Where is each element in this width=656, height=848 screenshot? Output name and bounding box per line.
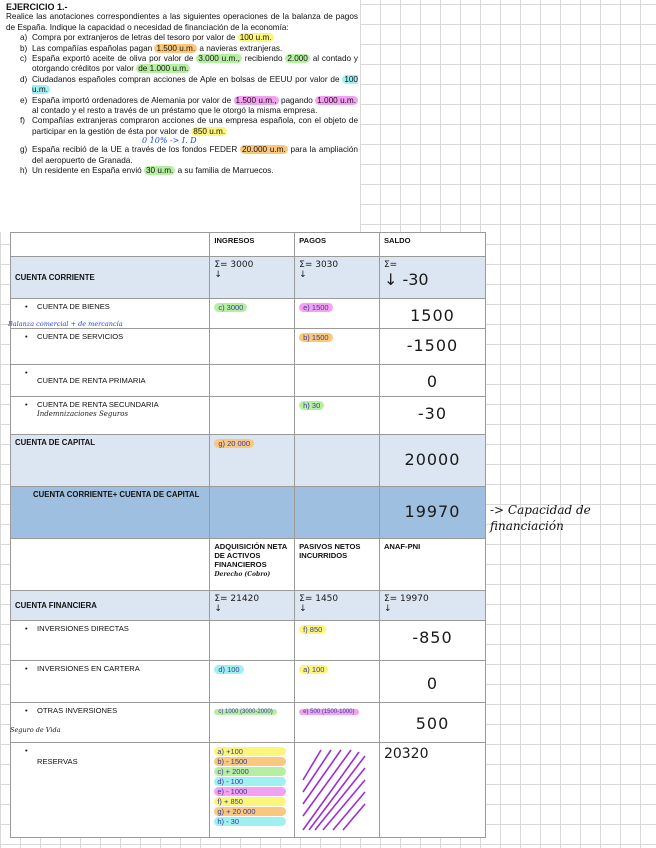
item-text: España importó ordenadores de Alemania por valor de bbox=[32, 95, 234, 105]
item-text: para la ampliación del aeropuerto de Granada. bbox=[32, 145, 358, 165]
ccc-pagos bbox=[295, 487, 380, 539]
otras-pagos: e) 500 (1500-1000) bbox=[295, 703, 380, 743]
highlighted-amount: 100 u.m. bbox=[32, 74, 358, 95]
row-cuenta-bienes: • CUENTA DE BIENES bbox=[11, 299, 210, 329]
exercise-intro: Realice las anotaciones correspondientes a las siguientes operaciones de la balanza de pagos de España. Indique la capacidad o necesidad de financiación de la economía: bbox=[6, 12, 358, 32]
header-anaf-pni: ANAF-PNI bbox=[379, 539, 485, 591]
header-adquisicion: ADQUISICIÓN NETA DE ACTIVOS FINANCIEROS Derecho (Cobro) bbox=[210, 539, 295, 591]
servicios-ingresos bbox=[210, 329, 295, 365]
bienes-pagos: e) 1500 bbox=[295, 299, 380, 329]
cc-saldo: Σ= ↓ -30 bbox=[379, 257, 485, 299]
header-pasivos: PASIVOS NETOS INCURRIDOS bbox=[295, 539, 380, 591]
item-label: a) bbox=[20, 33, 28, 43]
capital-pagos bbox=[295, 435, 380, 487]
row-inversiones-directas: • INVERSIONES DIRECTAS bbox=[11, 621, 210, 661]
reservas-pagos bbox=[295, 743, 380, 838]
otras-saldo: 500 bbox=[379, 703, 485, 743]
exercise-item bbox=[20, 75, 358, 96]
cc-pagos: Σ= 3030 ↓ bbox=[295, 257, 380, 299]
header-empty bbox=[11, 233, 210, 257]
row-renta-primaria: • CUENTA DE RENTA PRIMARIA bbox=[11, 365, 210, 397]
bienes-saldo: 1500 bbox=[379, 299, 485, 329]
renta1-pagos bbox=[295, 365, 380, 397]
item-label: c) bbox=[20, 54, 27, 64]
directas-pagos: f) 850 bbox=[295, 621, 380, 661]
highlighted-amount: 1.500 u.m., bbox=[235, 95, 277, 105]
reservas-entries bbox=[210, 743, 295, 838]
reservas-saldo: 20320 bbox=[379, 743, 485, 838]
cartera-saldo: 0 bbox=[379, 661, 485, 703]
reserva-entry: g) + 20 000 bbox=[214, 807, 286, 816]
item-label: b) bbox=[20, 43, 28, 53]
item-text: al contado y otorgando créditos por valor bbox=[32, 54, 358, 74]
row-reservas: • RESERVAS bbox=[11, 743, 210, 838]
reserva-entry: d) - 100 bbox=[214, 777, 286, 786]
item-text: al contado y el resto a través de un préstamo que le otorgó la misma empresa. bbox=[32, 106, 318, 116]
item-text: recibiendo bbox=[241, 54, 286, 64]
header-ingresos: INGRESOS bbox=[210, 233, 295, 257]
exercise-item bbox=[20, 96, 358, 117]
item-text: a navieras extranjeras. bbox=[197, 43, 283, 53]
ccc-ingresos bbox=[210, 487, 295, 539]
cf-saldo: Σ= 19970 ↓ bbox=[379, 591, 485, 621]
exercise-item bbox=[20, 116, 358, 145]
renta1-saldo: 0 bbox=[379, 365, 485, 397]
header2-empty bbox=[11, 539, 210, 591]
cartera-ingresos: d) 100 bbox=[210, 661, 295, 703]
exercise-text bbox=[6, 2, 358, 177]
item-label: e) bbox=[20, 95, 28, 105]
otras-margin-note: Seguro de Vida bbox=[10, 726, 61, 734]
item-label: d) bbox=[20, 74, 28, 84]
servicios-saldo: -1500 bbox=[379, 329, 485, 365]
highlighted-amount: 850 u.m. bbox=[193, 126, 226, 136]
exercise-item bbox=[20, 54, 358, 75]
directas-ingresos bbox=[210, 621, 295, 661]
highlighted-amount: 100 u.m. bbox=[239, 33, 272, 43]
exercise-item bbox=[20, 145, 358, 166]
row-otras-inversiones: • OTRAS INVERSIONES bbox=[11, 703, 210, 743]
bienes-margin-note: Balanza comercial + de mercancía bbox=[8, 320, 123, 328]
header-saldo: SALDO bbox=[379, 233, 485, 257]
servicios-pagos: b) 1500 bbox=[295, 329, 380, 365]
row-renta-secundaria: • CUENTA DE RENTA SECUNDARIA Indemnizaciones Seguros bbox=[11, 397, 210, 435]
row-inversiones-cartera: • INVERSIONES EN CARTERA bbox=[11, 661, 210, 703]
handwritten-annotation: 0 10% -> I. D bbox=[142, 136, 197, 146]
header-pagos: PAGOS bbox=[295, 233, 380, 257]
exercise-item bbox=[20, 166, 358, 176]
exercise-items bbox=[6, 33, 358, 176]
renta2-ingresos bbox=[210, 397, 295, 435]
reserva-entry: e) - 1000 bbox=[214, 787, 286, 796]
highlighted-amount: 2.000 bbox=[287, 54, 308, 64]
renta1-ingresos bbox=[210, 365, 295, 397]
item-label: g) bbox=[20, 145, 28, 155]
crossed-out-scribble bbox=[299, 746, 369, 832]
capital-saldo: 20000 bbox=[379, 435, 485, 487]
item-text: Compañías extranjeras compraron acciones de una empresa española, con el objeto de participar en la gestión de ésta por valor de bbox=[32, 116, 358, 136]
cf-ingresos: Σ= 21420 ↓ bbox=[210, 591, 295, 621]
row-cuenta-financiera: CUENTA FINANCIERA bbox=[11, 591, 210, 621]
bienes-ingresos: c) 3000 bbox=[210, 299, 295, 329]
capital-ingresos: g) 20 000 bbox=[210, 435, 295, 487]
row-cuenta-servicios: • CUENTA DE SERVICIOS bbox=[11, 329, 210, 365]
ccc-saldo: 19970 bbox=[379, 487, 485, 539]
row-cuenta-capital: CUENTA DE CAPITAL bbox=[11, 435, 210, 487]
exercise-item bbox=[20, 44, 358, 54]
exercise-title: EJERCICIO 1.- bbox=[6, 2, 68, 12]
highlighted-amount: 20.000 u.m. bbox=[242, 145, 286, 155]
item-label: f) bbox=[20, 116, 26, 126]
item-text: a su familia de Marruecos. bbox=[175, 166, 274, 176]
cc-ingresos: Σ= 3000 ↓ bbox=[210, 257, 295, 299]
item-text: España recibió de la UE a través de los fondos FEDER bbox=[32, 145, 241, 155]
cartera-pagos: a) 100 bbox=[295, 661, 380, 703]
row-cuenta-corriente: CUENTA CORRIENTE bbox=[11, 257, 210, 299]
item-text: Un residente en España envió bbox=[32, 166, 144, 176]
highlighted-amount: 30 u.m. bbox=[145, 166, 174, 176]
directas-saldo: -850 bbox=[379, 621, 485, 661]
item-text: España exportó aceite de oliva por valor de bbox=[32, 54, 197, 64]
highlighted-amount: 1.000 u.m. bbox=[317, 95, 356, 105]
highlighted-amount: 1.500 u.m. bbox=[156, 43, 196, 53]
renta2-saldo: -30 bbox=[379, 397, 485, 435]
renta2-note: Indemnizaciones Seguros bbox=[37, 410, 129, 418]
exercise-item bbox=[20, 33, 358, 43]
reserva-entry: c) + 2000 bbox=[214, 767, 286, 776]
reserva-entry: a) +100 bbox=[214, 747, 286, 756]
reserva-entry: b) - 1500 bbox=[214, 757, 286, 766]
renta2-pagos: h) 30 bbox=[295, 397, 380, 435]
reserva-entry: h) - 30 bbox=[214, 817, 286, 826]
reserva-entry: f) + 850 bbox=[214, 797, 286, 806]
item-text: pagando bbox=[278, 95, 316, 105]
item-text: Las compañías españolas pagan bbox=[32, 43, 155, 53]
item-label: h) bbox=[20, 166, 28, 176]
item-text: Compra por extranjeros de letras del tesoro por valor de bbox=[32, 33, 238, 43]
item-text: Ciudadanos españoles compran acciones de Aple en bolsas de EEUU por valor de bbox=[32, 74, 343, 84]
row-cc-mas-capital: CUENTA CORRIENTE+ CUENTA DE CAPITAL bbox=[11, 487, 210, 539]
cf-pagos: Σ= 1450 ↓ bbox=[295, 591, 380, 621]
otras-ingresos: c) 1000 (3000-2000) bbox=[210, 703, 295, 743]
highlighted-amount: de 1.000 u.m. bbox=[138, 64, 189, 74]
highlighted-amount: 3.000 u.m., bbox=[198, 54, 240, 64]
capacidad-financiacion-note: -> Capacidad de financiación bbox=[490, 503, 591, 533]
